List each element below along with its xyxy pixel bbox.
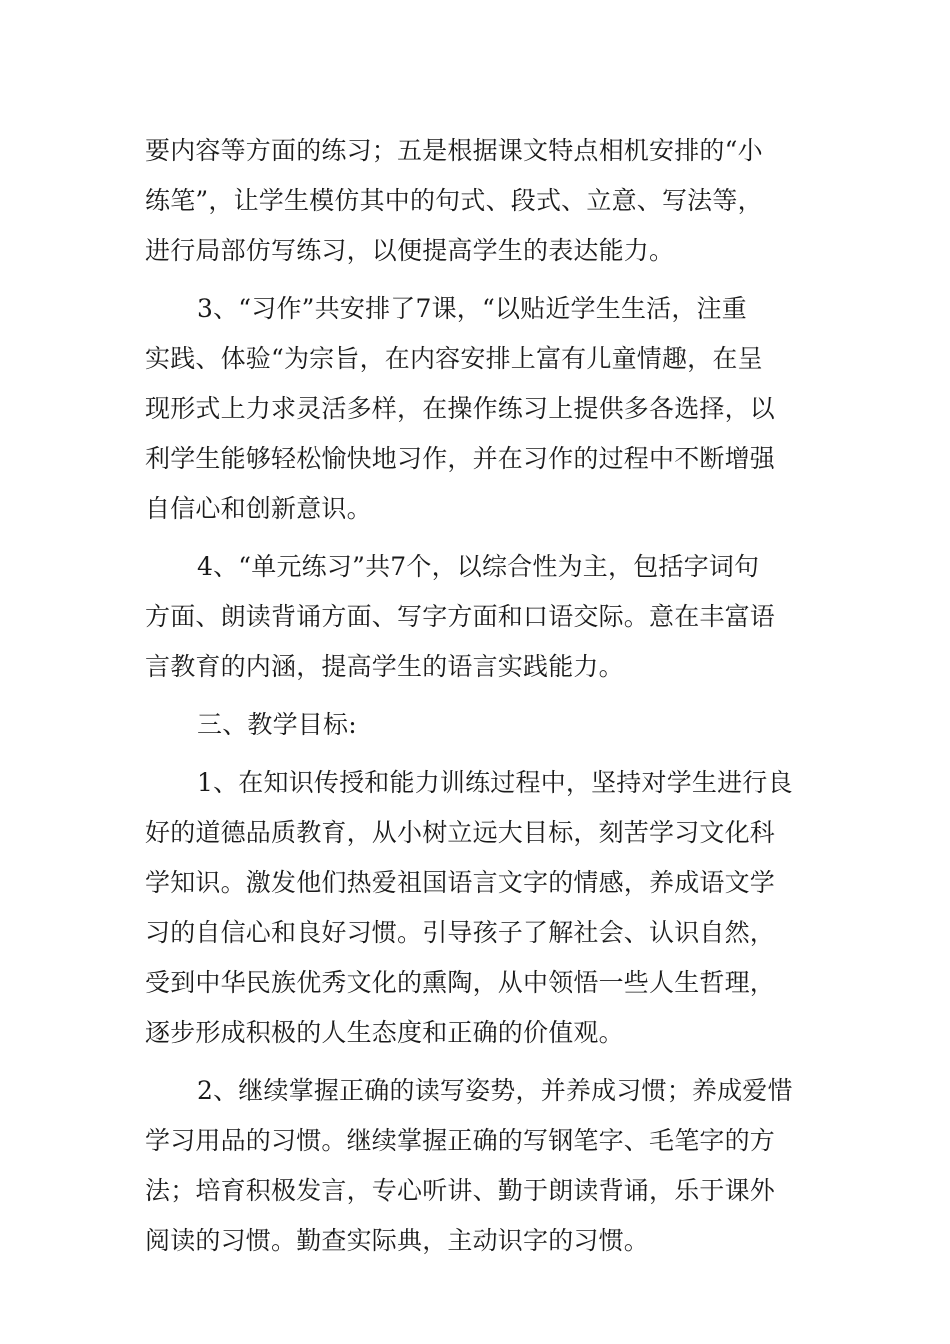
text-line: 逐步形成积极的人生态度和正确的价值观。 xyxy=(145,1018,624,1047)
text-line: 言教育的内涵，提高学生的语言实践能力。 xyxy=(145,652,624,681)
text-line: 受到中华民族优秀文化的熏陶，从中领悟一些人生哲理， xyxy=(145,968,776,997)
section-heading: 三、教学目标: xyxy=(197,710,357,739)
paragraph-goal-1: 1、在知识传授和能力训练过程中，坚持对学生进行良 xyxy=(197,768,793,797)
text-line: 学习用品的习惯。继续掌握正确的写钢笔字、毛笔字的方 xyxy=(145,1126,776,1155)
text-line: 阅读的习惯。勤查实际典，主动识字的习惯。 xyxy=(145,1226,650,1255)
text-line: 自信心和创新意识。 xyxy=(145,494,372,523)
text-line: 习的自信心和良好习惯。引导孩子了解社会、认识自然， xyxy=(145,918,776,947)
text-line: 要内容等方面的练习；五是根据课文特点相机安排的“小 xyxy=(145,136,763,165)
paragraph-heading-3: 3、“习作”共安排了7课，“以贴近学生生活，注重 xyxy=(197,294,747,323)
text-line: 利学生能够轻松愉快地习作，并在习作的过程中不断增强 xyxy=(145,444,776,473)
document-body xyxy=(145,126,813,1266)
text-line: 好的道德品质教育，从小树立远大目标，刻苦学习文化科 xyxy=(145,818,776,847)
text-line: 练笔”，让学生模仿其中的句式、段式、立意、写法等， xyxy=(145,186,763,215)
text-line: 方面、朗读背诵方面、写字方面和口语交际。意在丰富语 xyxy=(145,602,776,631)
text-line: 现形式上力求灵活多样，在操作练习上提供多各选择，以 xyxy=(145,394,776,423)
text-line: 进行局部仿写练习，以便提高学生的表达能力。 xyxy=(145,236,675,265)
paragraph-goal-2: 2、继续掌握正确的读写姿势，并养成习惯；养成爱惜 xyxy=(197,1076,793,1105)
text-line: 实践、体验“为宗旨，在内容安排上富有儿童情趣，在呈 xyxy=(145,344,763,373)
paragraph-heading-4: 4、“单元练习”共7个，以综合性为主，包括字词句 xyxy=(197,552,760,581)
text-line: 学知识。激发他们热爱祖国语言文字的情感，养成语文学 xyxy=(145,868,776,897)
text-line: 法；培育积极发言，专心听讲、勤于朗读背诵，乐于课外 xyxy=(145,1176,776,1205)
